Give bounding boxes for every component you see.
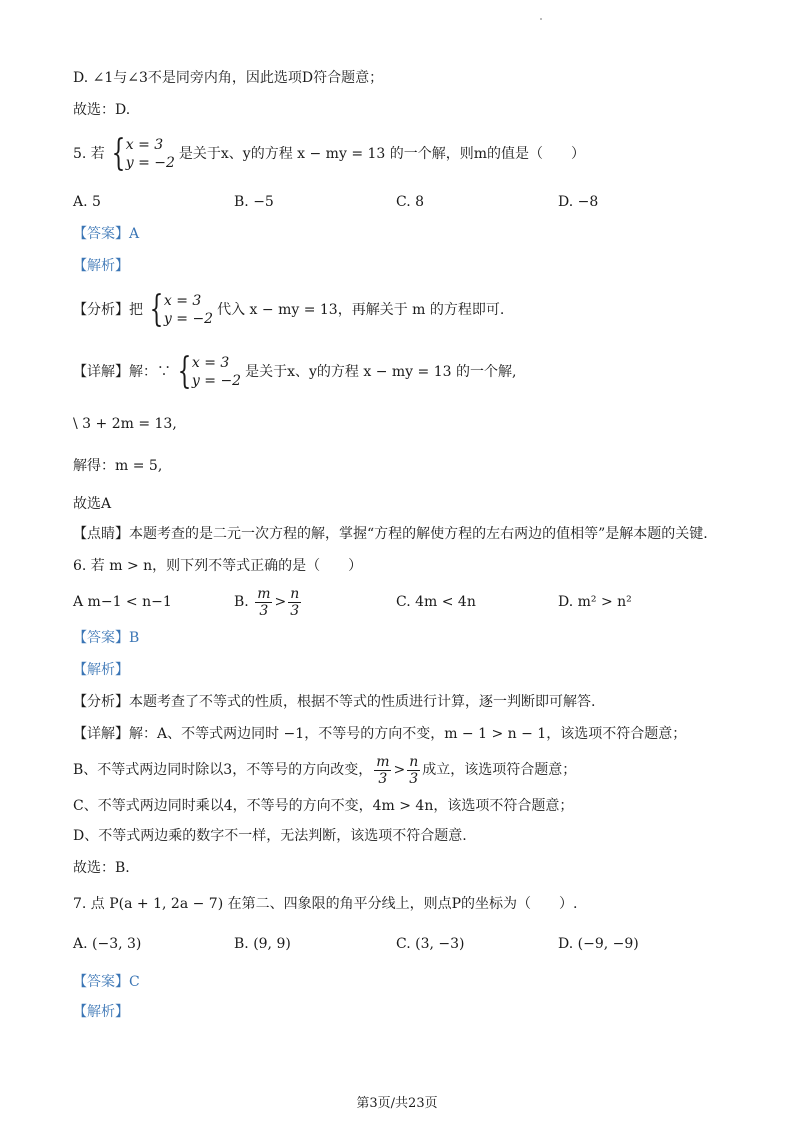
q5-answer: 【答案】A (73, 226, 140, 242)
q5-analysis-sys-row1: x = 3 (163, 293, 202, 309)
q6-detail-b-relation: > (393, 762, 406, 778)
q6-option-b-relation: > (274, 594, 287, 610)
q6-detail-b-prefix: B、不等式两边同时除以3，不等号的方向改变， (73, 762, 373, 778)
q5-detail-prefix: 【详解】解：∵ (73, 364, 171, 380)
q5-detail-sys-row1: x = 3 (191, 355, 230, 371)
q5-step-2: 解得：m = 5, (73, 458, 163, 474)
frac-numerator: m (376, 753, 390, 770)
q7-option-c: C. (3, −3) (396, 936, 465, 952)
q6-analysis: 【分析】本题考查了不等式的性质，根据不等式的性质进行计算，逐一判断即可解答. (73, 694, 596, 710)
q6-analysis-heading: 【解析】 (73, 662, 129, 678)
q5-option-d: D. −8 (558, 194, 599, 210)
q5-step-1: \ 3 + 2m = 13, (73, 416, 177, 432)
q6-choice: 故选：B. (73, 860, 130, 876)
q7-stem: 7. 点 P(a + 1, 2a − 7) 在第二、四象限的角平分线上，则点P的坐标为（ ）. (73, 896, 578, 912)
frac-numerator: m (257, 585, 271, 602)
q6-option-b-label: B. (234, 594, 249, 610)
q5-detail (73, 352, 516, 392)
q7-option-a: A. (−3, 3) (73, 936, 142, 952)
q5-sys-row2: y = −2 (125, 155, 175, 171)
frac-denominator: 3 (290, 602, 300, 619)
frac-denominator: 3 (259, 602, 269, 619)
q4-option-d-explanation: D. ∠1与∠3不是同旁内角，因此选项D符合题意； (73, 70, 384, 86)
q7-analysis-heading: 【解析】 (73, 1004, 129, 1020)
scan-speck (540, 18, 542, 20)
frac-denominator: 3 (409, 770, 419, 787)
q5-option-a: A. 5 (73, 194, 101, 210)
page-footer: 第3页/共23页 (356, 1096, 438, 1111)
frac-denominator: 3 (378, 770, 388, 787)
q5-analysis (73, 290, 504, 330)
q5-equation-system: { x = 3 y = −2 (111, 133, 175, 174)
q6-option-b-frac-m (255, 586, 272, 619)
q6-stem: 6. 若 m > n，则下列不等式正确的是（ ） (73, 558, 363, 574)
q5-stem-prefix: 5. 若 (73, 146, 105, 162)
q5-sys-row1: x = 3 (125, 137, 164, 153)
q6-detail-b-suffix: 成立，该选项符合题意； (422, 762, 577, 778)
q5-analysis-prefix: 【分析】把 (73, 302, 143, 318)
q5-analysis-suffix: 代入 x − my = 13，再解关于 m 的方程即可. (217, 302, 505, 318)
q5-stem-suffix: 是关于x、y的方程 x − my = 13 的一个解，则m的值是（ ） (178, 146, 586, 162)
q5-analysis-system: { x = 3 y = −2 (149, 289, 214, 330)
q5-analysis-sys-row2: y = −2 (163, 311, 214, 327)
q6-option-a: A m−1 < n−1 (73, 594, 172, 610)
q5-step-3: 故选A (73, 496, 112, 512)
q5-detail-system: { x = 3 y = −2 (177, 351, 242, 392)
q6-detail-b (73, 752, 576, 788)
q5-comment: 【点睛】本题考查的是二元一次方程的解，掌握“方程的解使方程的左右两边的值相等”是解本题的关键. (73, 526, 708, 542)
q5-option-c: C. 8 (396, 194, 425, 210)
q6-detail-d: D、不等式两边乘的数字不一样，无法判断，该选项不符合题意. (73, 828, 467, 844)
q5-stem (73, 134, 585, 174)
q5-option-b: B. −5 (234, 194, 274, 210)
frac-numerator: n (290, 585, 300, 602)
q6-detail-c: C、不等式两边同时乘以4，不等号的方向不变，4m > 4n，该选项不符合题意； (73, 798, 574, 814)
q5-analysis-heading: 【解析】 (73, 258, 129, 274)
q6-option-b (234, 584, 303, 620)
q6-answer: 【答案】B (73, 630, 140, 646)
frac-numerator: n (409, 753, 419, 770)
q5-detail-suffix: 是关于x、y的方程 x − my = 13 的一个解, (245, 364, 517, 380)
q6-option-c: C. 4m < 4n (396, 594, 476, 610)
q7-option-d: D. (−9, −9) (558, 936, 639, 952)
q6-option-d: D. m² > n² (558, 594, 632, 610)
q6-option-b-frac-n (288, 586, 301, 619)
q4-choice: 故选：D. (73, 102, 131, 118)
q5-detail-sys-row2: y = −2 (191, 373, 242, 389)
q7-answer: 【答案】C (73, 974, 140, 990)
q6-detail-b-frac-m (374, 754, 391, 787)
q7-option-b: B. (9, 9) (234, 936, 291, 952)
q6-detail-b-frac-n (407, 754, 420, 787)
q6-detail-a: 【详解】解：A、不等式两边同时 −1，不等号的方向不变，m − 1 > n − 1，该选项不符合题意； (73, 726, 687, 742)
